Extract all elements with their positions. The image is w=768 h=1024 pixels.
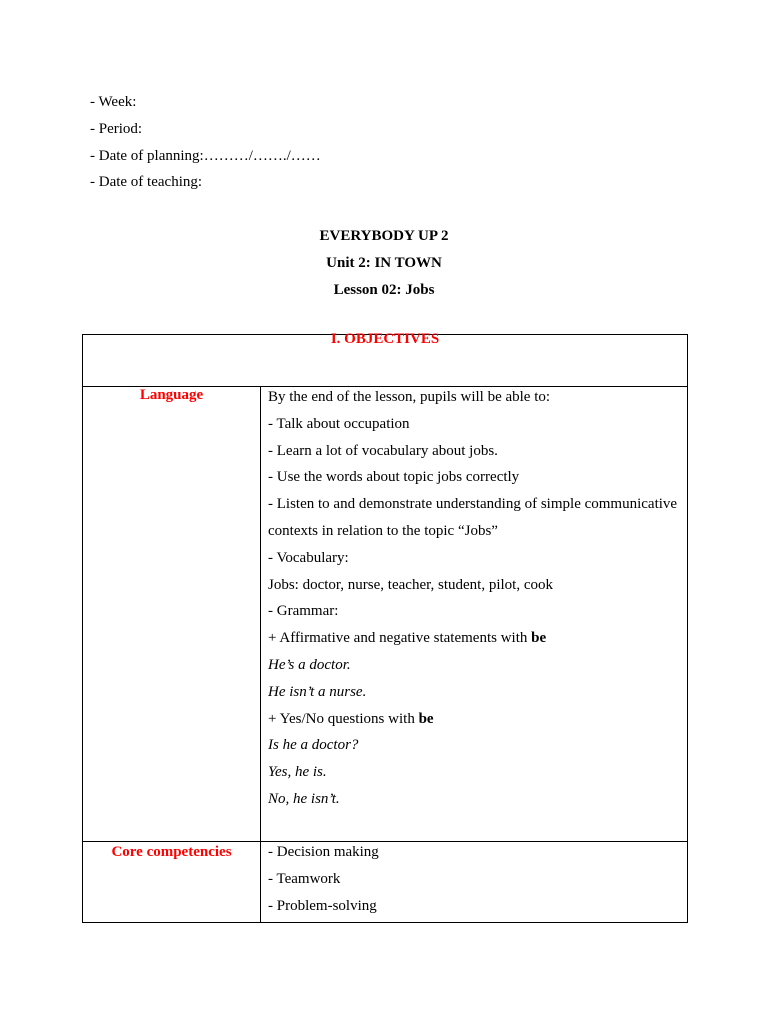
grammar-example: No, he isn’t. [268, 790, 340, 807]
objectives-heading: I. OBJECTIVES [330, 331, 440, 347]
core-competencies-content-cell [261, 842, 688, 923]
objective-item: - Use the words about topic jobs correctly [268, 469, 520, 486]
core-competencies-label-cell [83, 842, 261, 923]
objectives-heading-cell [83, 331, 688, 387]
lesson-info-header [90, 92, 321, 199]
competency-item: - Problem-solving [268, 897, 377, 914]
week-line: - Week: [90, 94, 137, 110]
grammar-point [268, 628, 687, 655]
competency-item: - Teamwork [268, 870, 341, 887]
competency-item: - Decision making [268, 844, 379, 860]
grammar-example: Is he a doctor? [268, 737, 359, 754]
date-of-teaching-line: - Date of teaching: [90, 174, 203, 191]
lesson-title: Lesson 02: Jobs [333, 281, 435, 298]
language-row [83, 387, 688, 842]
core-competencies-label: Core competencies [111, 844, 232, 860]
grammar-heading: - Grammar: [268, 603, 339, 620]
grammar-point [268, 709, 687, 736]
book-title: EVERYBODY UP 2 [319, 228, 449, 244]
objective-item: - Talk about occupation [268, 415, 410, 432]
grammar-point-text: + Yes/No questions with [268, 710, 419, 727]
grammar-example: Yes, he is. [268, 764, 327, 781]
language-content-cell [261, 387, 688, 842]
vocabulary-list: Jobs: doctor, nurse, teacher, student, pilot, cook [268, 576, 553, 593]
core-competencies-row [83, 842, 688, 923]
language-intro: By the end of the lesson, pupils will be able to: [268, 389, 551, 405]
language-label: Language [139, 387, 204, 403]
grammar-example: He’s a doctor. [268, 656, 351, 673]
objectives-table [82, 331, 688, 923]
grammar-point-keyword: be [531, 630, 547, 647]
document-title-block [0, 226, 768, 306]
vocabulary-heading: - Vocabulary: [268, 549, 349, 566]
period-line: - Period: [90, 120, 143, 137]
grammar-point-text: + Affirmative and negative statements with [268, 630, 532, 647]
objectives-header-row [83, 335, 688, 387]
unit-title: Unit 2: IN TOWN [326, 254, 442, 271]
objective-item: - Listen to and demonstrate understanding of simple communicative contexts in relation to the topic “Jobs” [268, 495, 678, 539]
language-label-cell [83, 387, 261, 842]
grammar-example: He isn’t a nurse. [268, 683, 367, 700]
date-of-planning-line: - Date of planning:………/……./…… [90, 147, 321, 164]
objective-item: - Learn a lot of vocabulary about jobs. [268, 442, 498, 459]
grammar-point-keyword: be [418, 710, 434, 727]
